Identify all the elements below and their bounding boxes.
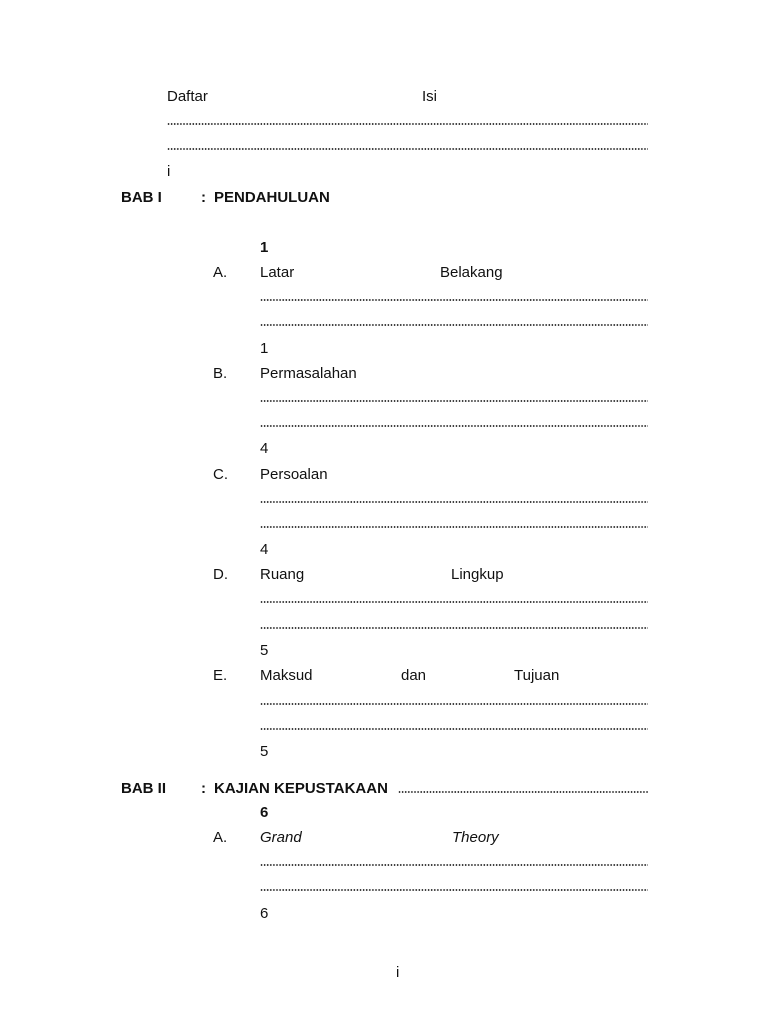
item-letter: C. [213, 466, 228, 483]
chapter-colon: : [201, 189, 206, 206]
daftar-word: Daftar [167, 88, 208, 105]
dot-leader [167, 148, 648, 150]
dot-leader [260, 703, 648, 705]
item-page: 4 [260, 541, 269, 558]
dot-leader [260, 728, 648, 730]
item-title-word: Lingkup [451, 566, 504, 583]
dot-leader [260, 601, 648, 603]
chapter-number: BAB II [121, 780, 166, 797]
chapter-title: KAJIAN KEPUSTAKAAN [214, 780, 388, 797]
item-title-word: Theory [452, 829, 499, 846]
item-letter: A. [213, 264, 228, 281]
dot-leader [260, 299, 648, 301]
chapter-title: PENDAHULUAN [214, 189, 330, 206]
item-letter: D. [213, 566, 228, 583]
dot-leader [260, 400, 648, 402]
dot-leader [260, 324, 648, 326]
chapter-number: BAB I [121, 189, 162, 206]
item-page: 6 [260, 905, 269, 922]
isi-word: Isi [422, 88, 437, 105]
daftar-isi-page: i [167, 163, 171, 180]
dot-leader [260, 627, 648, 629]
item-title-word: Maksud [260, 667, 313, 684]
item-title-word: Persoalan [260, 466, 328, 483]
dot-leader [398, 791, 648, 793]
dot-leader [260, 864, 648, 866]
dot-leader [260, 501, 648, 503]
item-letter: E. [213, 667, 228, 684]
item-title-word: Tujuan [514, 667, 560, 684]
item-title-word: Permasalahan [260, 365, 357, 382]
chapter-colon: : [201, 780, 206, 797]
item-title-word: Grand [260, 829, 302, 846]
item-page: 1 [260, 340, 269, 357]
dot-leader [260, 425, 648, 427]
chapter-page: 6 [260, 804, 269, 821]
dot-leader [260, 889, 648, 891]
dot-leader [260, 526, 648, 528]
chapter-page: 1 [260, 239, 269, 256]
item-letter: B. [213, 365, 228, 382]
item-letter: A. [213, 829, 228, 846]
dot-leader [167, 123, 648, 125]
item-page: 4 [260, 440, 269, 457]
item-title-word: Latar [260, 264, 295, 281]
item-title-word: Ruang [260, 566, 305, 583]
item-title-word: dan [401, 667, 427, 684]
footer-page-number: i [396, 964, 400, 981]
item-page: 5 [260, 642, 269, 659]
item-title-word: Belakang [440, 264, 503, 281]
item-page: 5 [260, 743, 269, 760]
